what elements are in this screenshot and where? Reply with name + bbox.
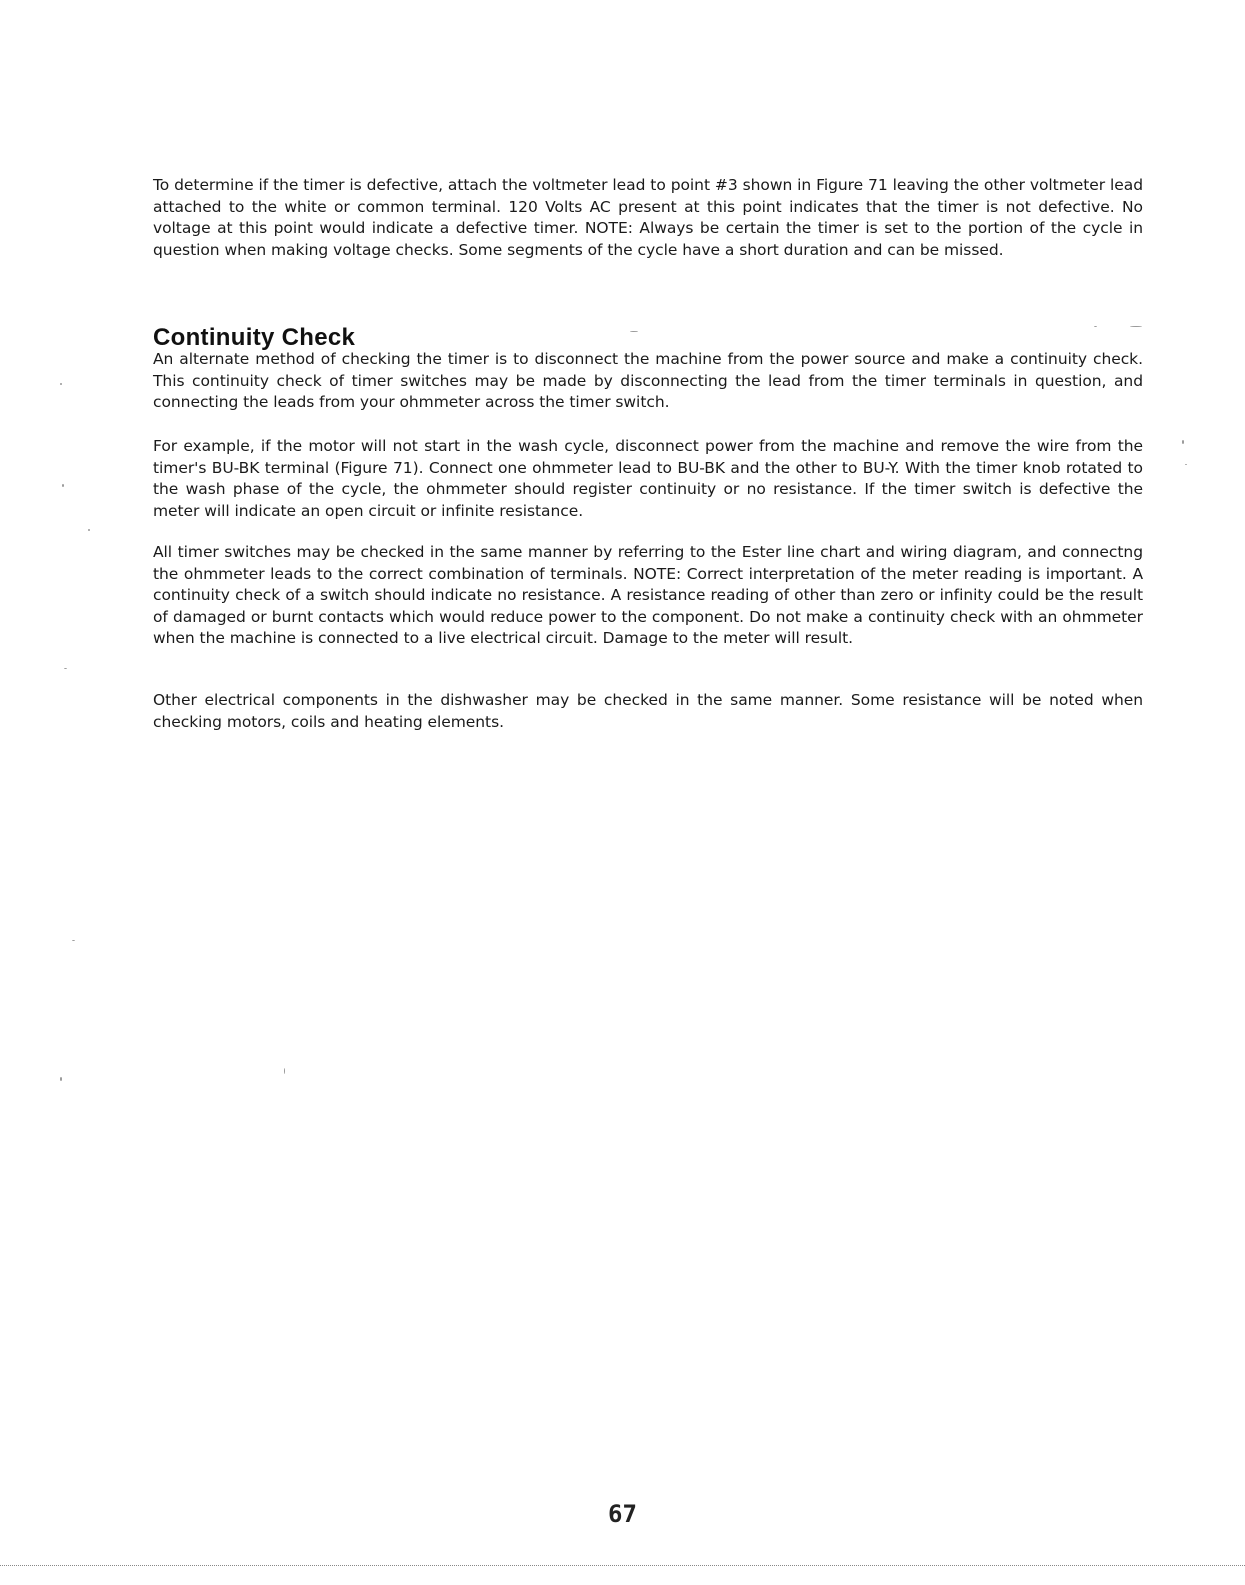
other-components-paragraph: Other electrical components in the dishwasher may be checked in the same manner. Some resistance will be noted when checking motors, coils and heating elements. — [153, 691, 1143, 731]
section-heading: Continuity Check — [153, 324, 356, 351]
example-paragraph: For example, if the motor will not start in the wash cycle, disconnect power from the machine and remove the wire from the timer's BU-BK terminal (Figure 71). Connect one ohmmeter lead to BU-BK and the other to BU-Y. With the timer knob rotated to the wash phase of the cycle, the ohmmeter should register continuity or no resistance. If the timer switch is defective the meter will indicate an open circuit or infinite resistance. — [153, 437, 1143, 520]
scan-speck — [284, 1068, 285, 1074]
scan-edge-line — [0, 1565, 1245, 1566]
scan-speck — [60, 383, 62, 385]
continuity-method-paragraph: An alternate method of checking the timer is to disconnect the machine from the power source and make a continuity check. This continuity check of timer switches may be made by disconnecting the lead from the timer terminals in question, and connecting the leads from your ohmmeter across the timer switch. — [153, 350, 1143, 411]
scan-speck — [72, 940, 75, 941]
scan-speck — [64, 668, 67, 669]
scan-speck — [1182, 440, 1184, 444]
intro-paragraph: To determine if the timer is defective, attach the voltmeter lead to point #3 shown in Figure 71 leaving the other voltmeter lead attached to the white or common terminal. 120 Volts AC present at this point indicates that the timer is not defective. No voltage at this point would indicate a defective timer. NOTE: Always be certain the timer is set to the portion of the cycle in question when making voltage checks. Some segments of the cycle have a short duration and can be missed. — [153, 176, 1143, 259]
scan-speck — [88, 529, 90, 531]
scan-speck — [1185, 464, 1187, 465]
all-switches-paragraph: All timer switches may be checked in the same manner by referring to the Ester line chart and wiring diagram, and connectng the ohmmeter leads to the correct combination of terminals. NOTE: Correct interpretation of the meter reading is important. A continuity check of a switch should indicate no resistance. A resistance reading of other than zero or infinity could be the result of damaged or burnt contacts which would reduce power to the component. Do not make a continuity check with an ohmmeter when the machine is connected to a live electrical circuit. Damage to the meter will result. — [153, 543, 1143, 647]
scan-speck — [1130, 326, 1142, 327]
scan-speck — [1094, 326, 1097, 327]
scan-speck — [60, 1077, 62, 1081]
scan-speck — [62, 484, 64, 487]
scan-speck — [630, 331, 638, 332]
page-number: 67 — [608, 1500, 637, 1528]
